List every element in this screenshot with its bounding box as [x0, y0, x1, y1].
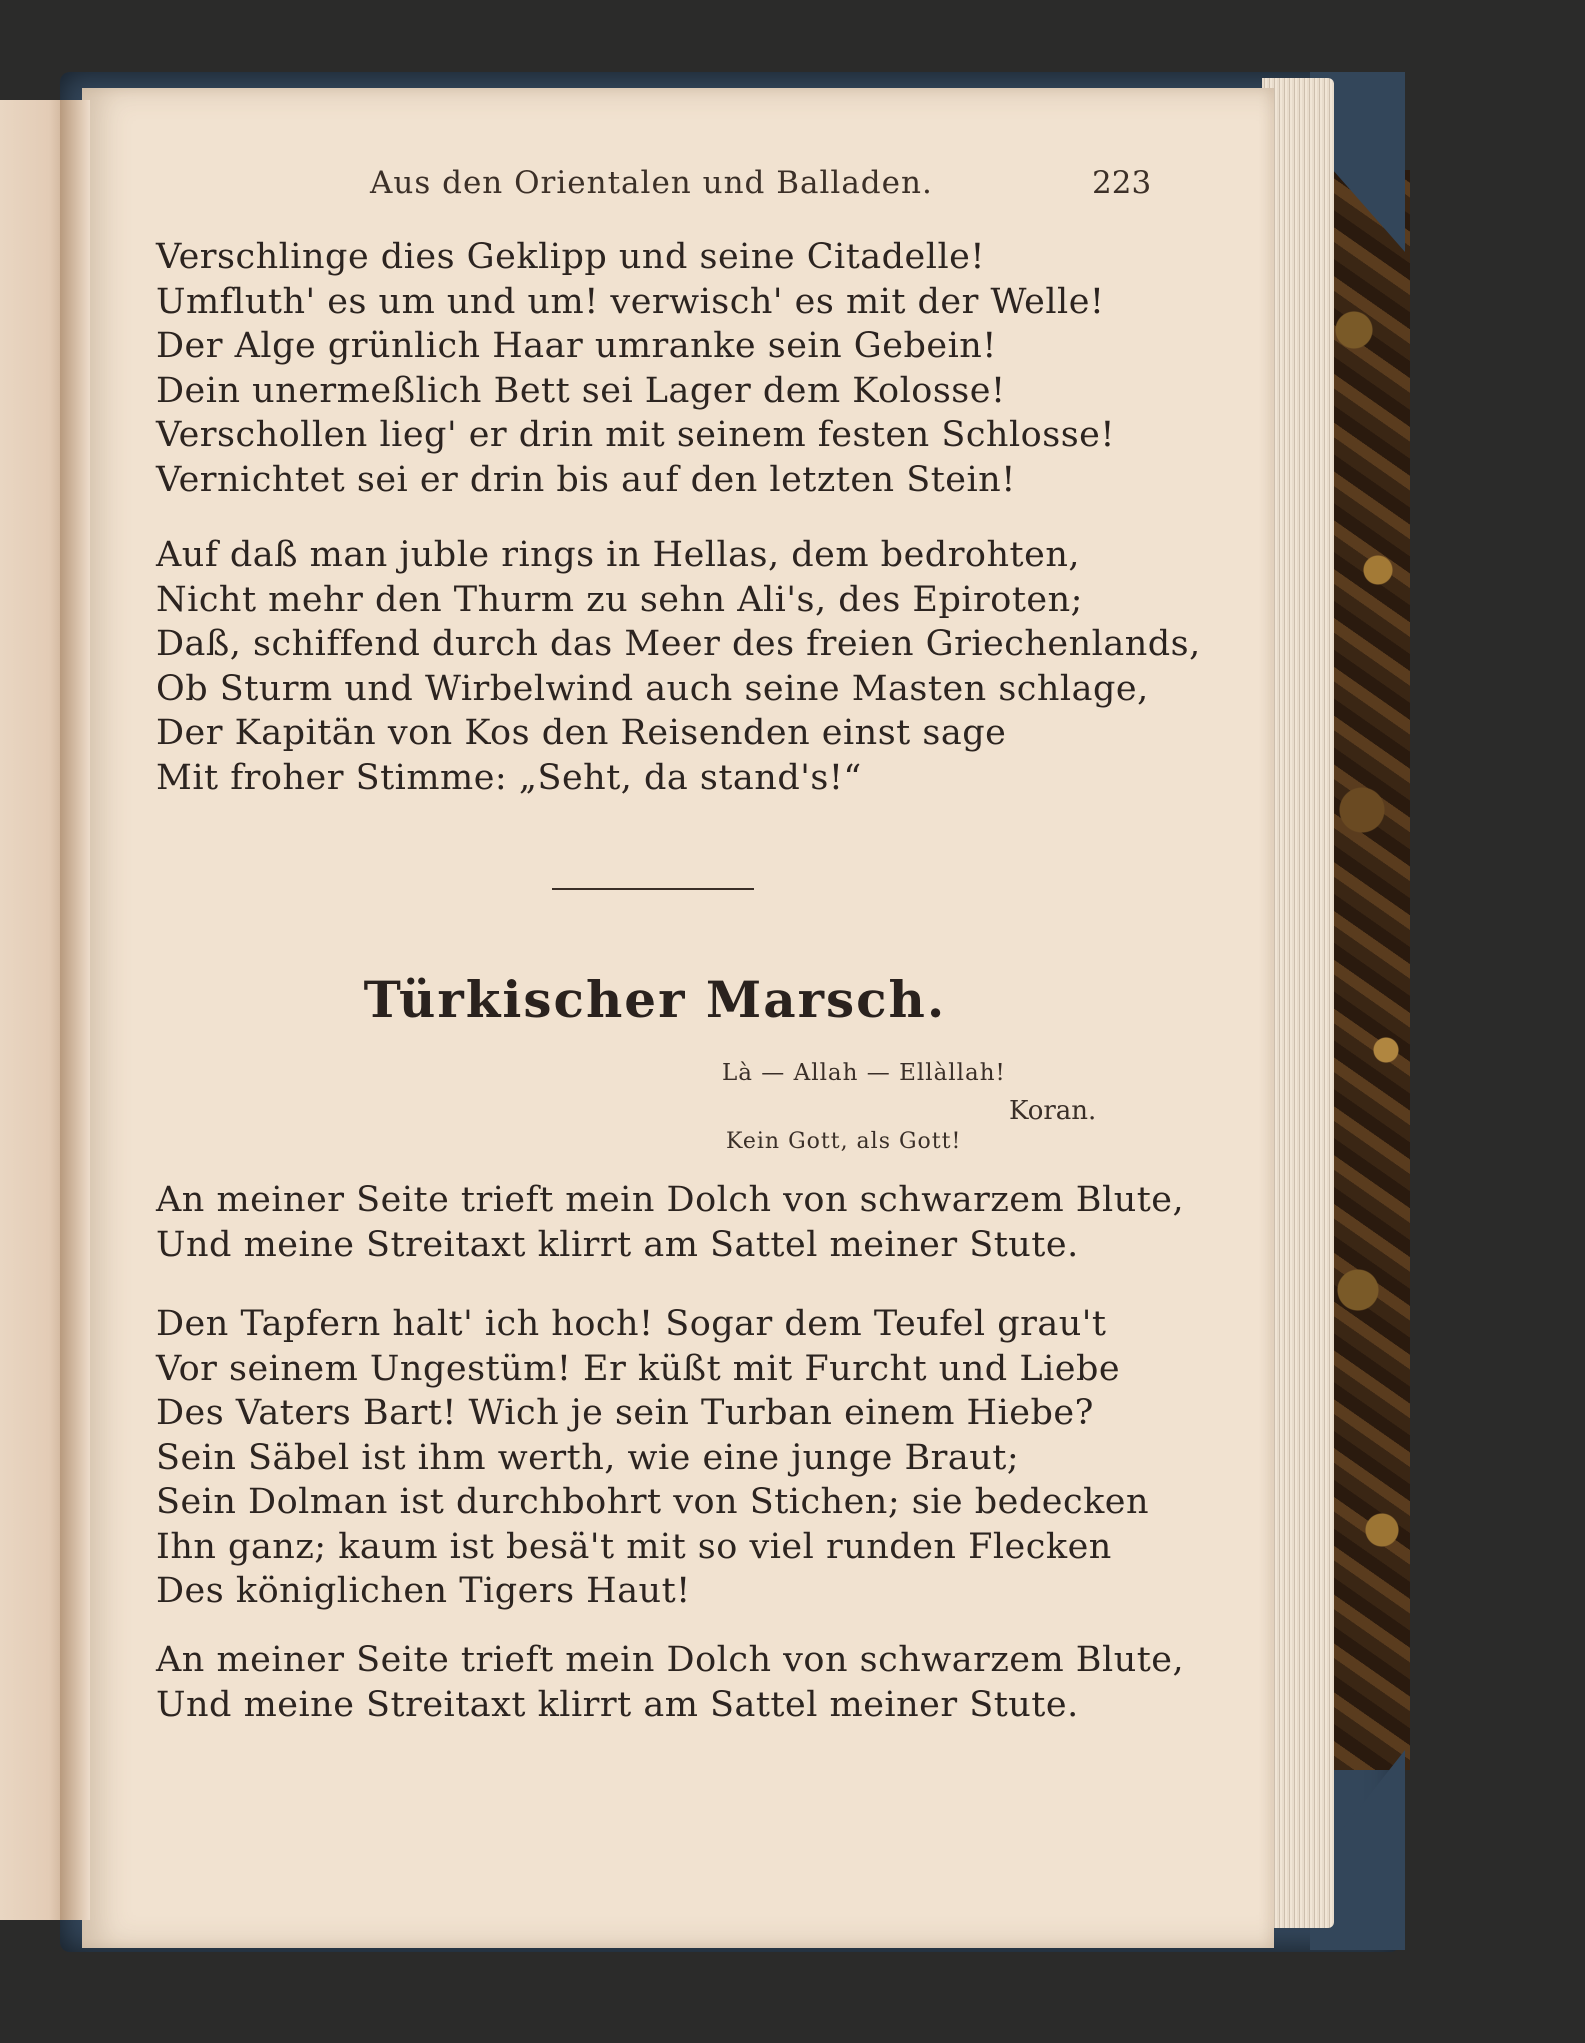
verse-line: Verschollen lieg' er drin mit seinem festen Schlosse!	[156, 415, 1115, 455]
epigraph-quote: Là — Allah — Ellàllah!	[722, 1060, 1006, 1086]
poem-stanza-3	[156, 1638, 1184, 1727]
stanza-2	[156, 533, 1201, 800]
verse-line: Der Kapitän von Kos den Reisenden einst sage	[156, 713, 1007, 753]
verse-line: Vernichtet sei er drin bis auf den letzten Stein!	[156, 459, 1016, 500]
verse-line: Daß, schiffend durch das Meer des freien Griechenlands,	[156, 624, 1201, 664]
verse-line: Des Vaters Bart! Wich je sein Turban einem Hiebe?	[156, 1393, 1094, 1433]
verse-line: Sein Säbel ist ihm werth, wie eine junge Braut;	[156, 1437, 1020, 1478]
verse-line: Mit froher Stimme: „Seht, da stand's!“	[156, 757, 862, 798]
verse-line: An meiner Seite trieft mein Dolch von schwarzem Blute,	[156, 1180, 1185, 1220]
verse-line: Nicht mehr den Thurm zu sehn Ali's, des Epiroten;	[156, 579, 1083, 620]
verse-line: Auf daß man juble rings in Hellas, dem bedrohten,	[156, 535, 1080, 575]
poem-title: Türkischer Marsch.	[363, 970, 947, 1029]
epigraph-source: Koran.	[1009, 1096, 1097, 1126]
verse-line: Und meine Streitaxt klirrt am Sattel meiner Stute.	[156, 1224, 1079, 1265]
stanza-1	[156, 235, 1115, 502]
verse-line: Des königlichen Tigers Haut!	[156, 1571, 691, 1611]
verse-line: Der Alge grünlich Haar umranke sein Gebein!	[156, 326, 997, 366]
verse-line: Ob Sturm und Wirbelwind auch seine Masten schlage,	[156, 668, 1149, 709]
verse-line: Sein Dolman ist durchbohrt von Stichen; sie bedecken	[156, 1482, 1150, 1522]
running-head: Aus den Orientalen und Balladen.	[370, 165, 933, 201]
marbled-cover-edge	[1330, 170, 1410, 1770]
verse-line: Vor seinem Ungestüm! Er küßt mit Furcht und Liebe	[156, 1348, 1121, 1389]
verse-line: Dein unermeßlich Bett sei Lager dem Kolosse!	[156, 370, 1006, 411]
epigraph-translation: Kein Gott, als Gott!	[726, 1129, 962, 1154]
poem-stanza-1	[156, 1178, 1184, 1267]
section-divider	[552, 888, 754, 890]
poem-stanza-2	[156, 1302, 1149, 1614]
verse-line: An meiner Seite trieft mein Dolch von schwarzem Blute,	[156, 1640, 1185, 1680]
verse-line: Verschlinge dies Geklipp und seine Citadelle!	[156, 237, 985, 277]
page-number: 223	[1092, 165, 1152, 201]
verse-line: Ihn ganz; kaum ist besä't mit so viel runden Flecken	[156, 1526, 1112, 1567]
verse-line: Den Tapfern halt' ich hoch! Sogar dem Teufel grau't	[156, 1304, 1107, 1344]
verse-line: Und meine Streitaxt klirrt am Sattel meiner Stute.	[156, 1684, 1079, 1725]
verse-line: Umfluth' es um und um! verwisch' es mit der Welle!	[156, 281, 1105, 322]
